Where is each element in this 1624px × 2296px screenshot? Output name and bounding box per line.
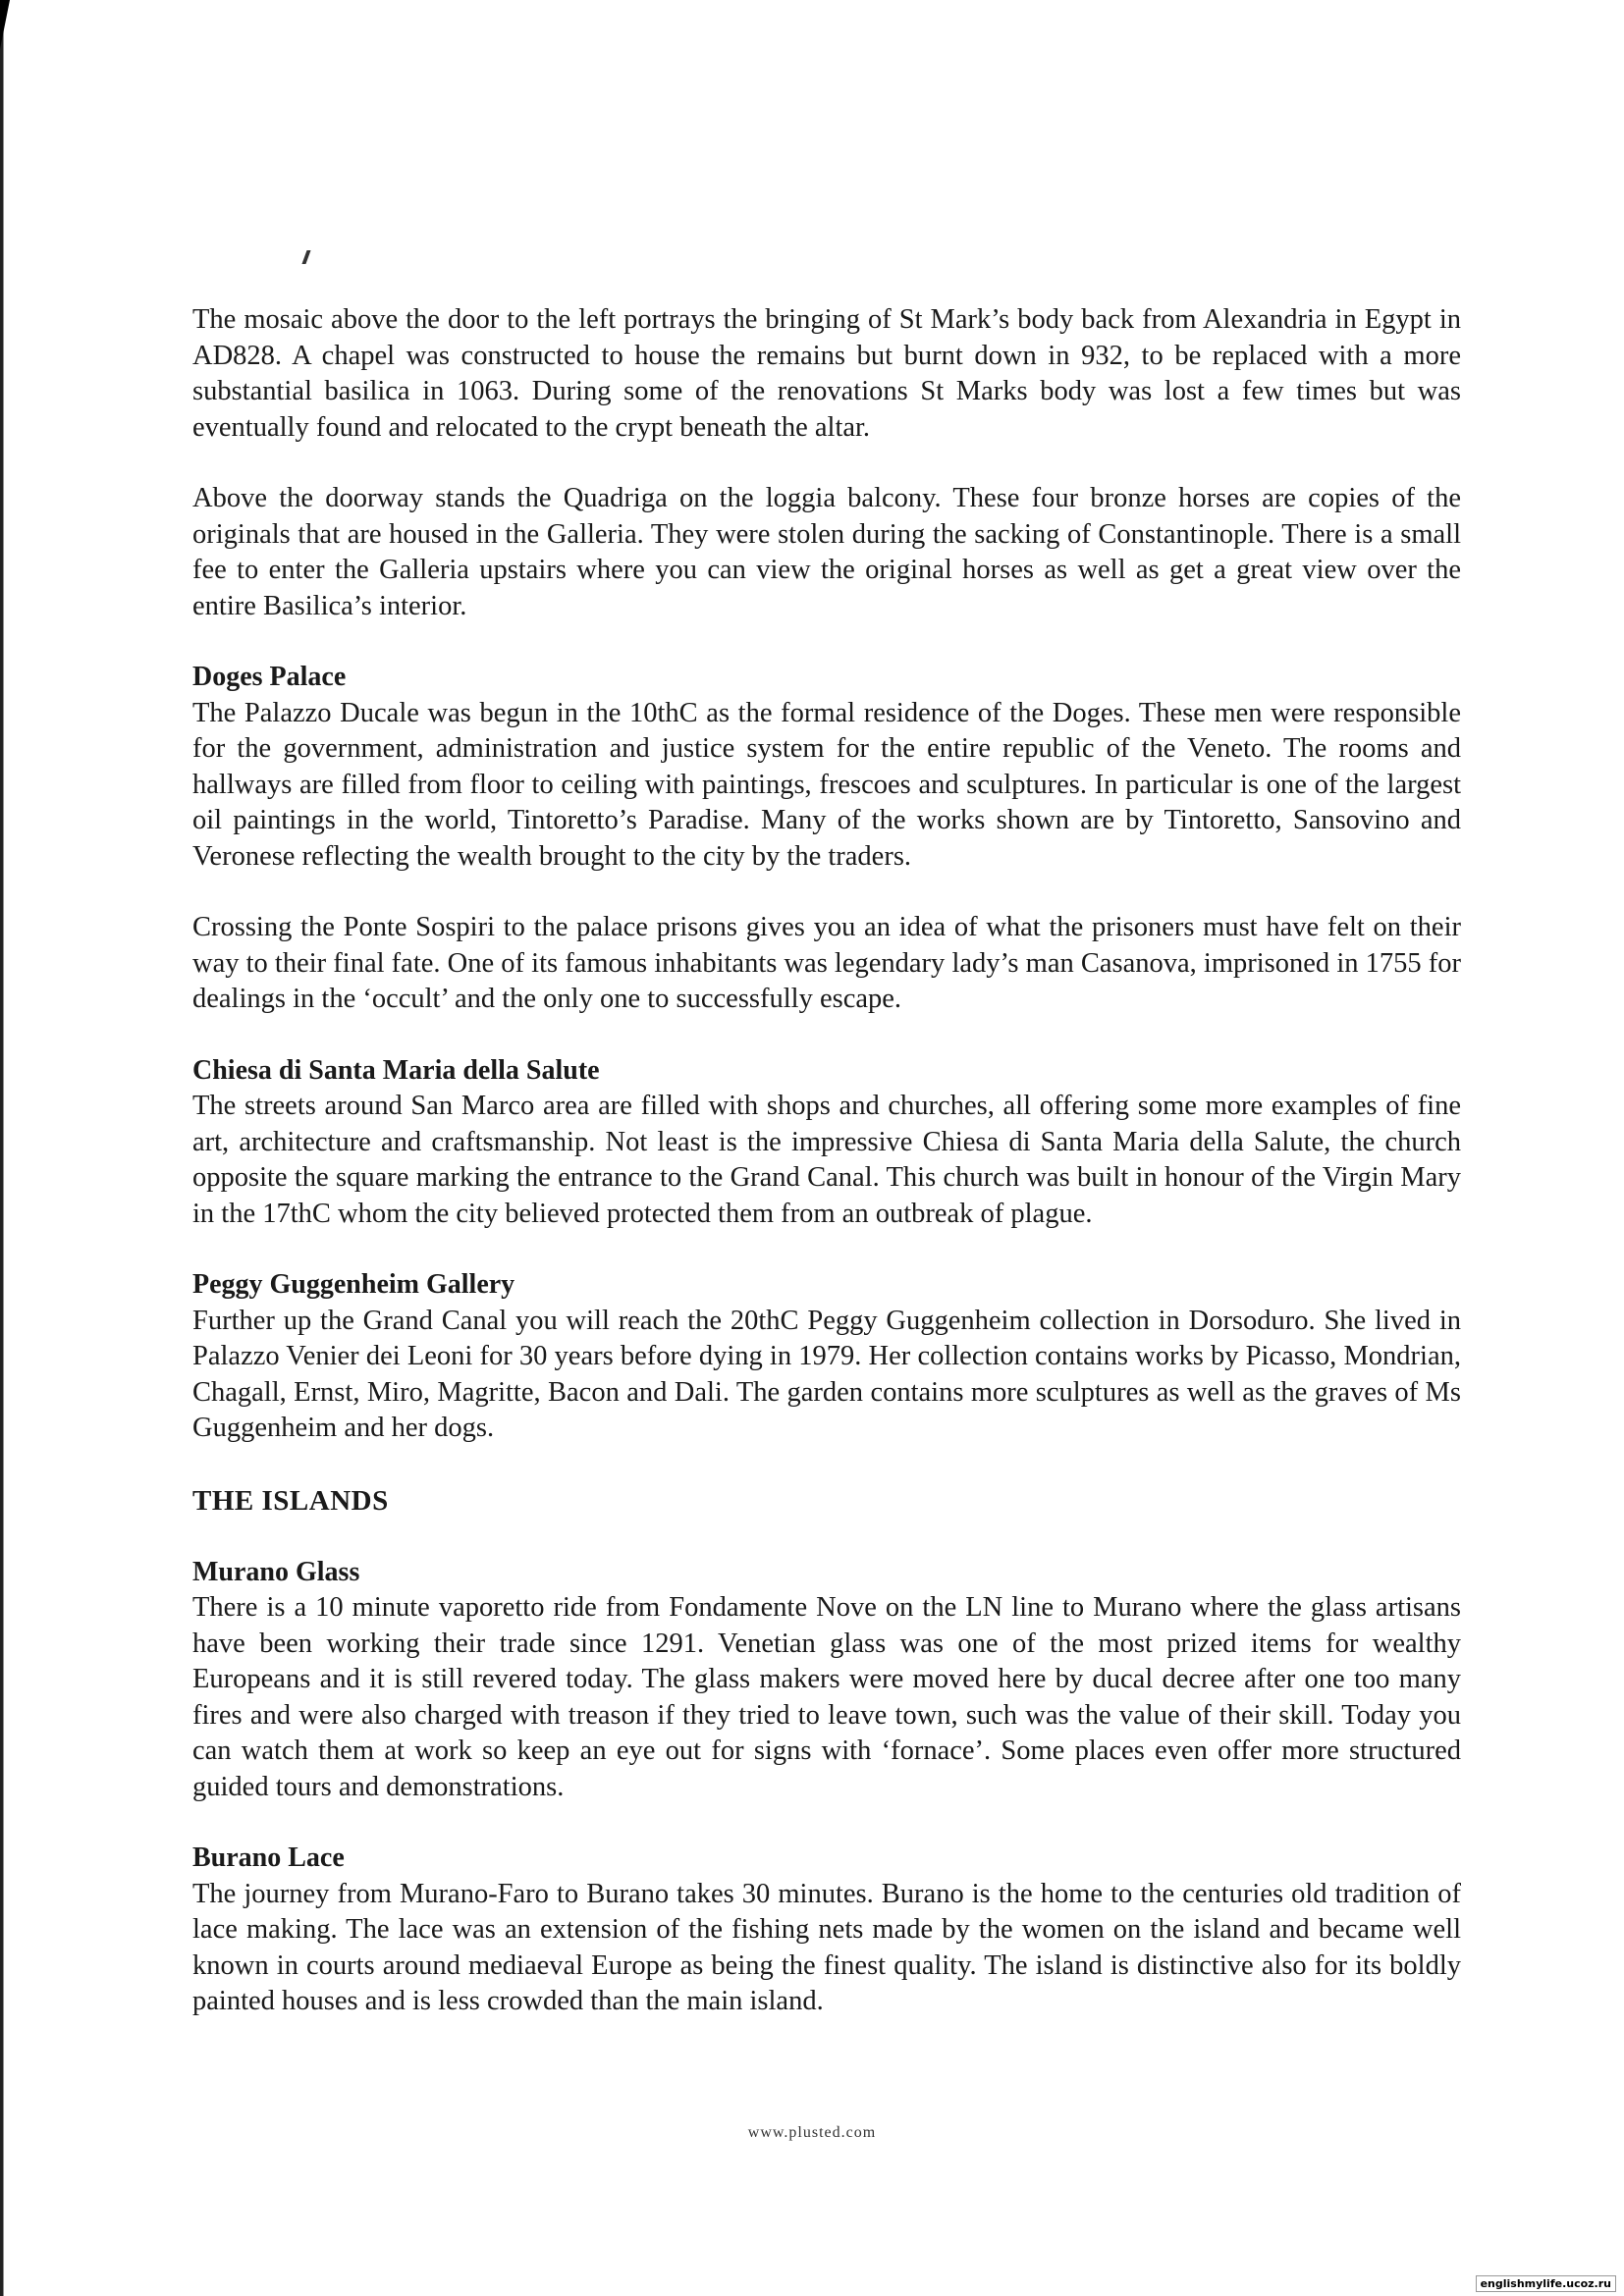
scan-edge	[0, 0, 4, 2296]
paragraph-salute: The streets around San Marco area are filled with shops and churches, all offering some more examples of fine art, architecture and craftsmanship. Not least is the impressive Chiesa di Santa Maria della Salute, the church opposite the square marking the entrance to the Grand Canal. This church was built in honour of the Virgin Mary in the 17thC whom the city believed protected them from an outbreak of plague.	[192, 1091, 1461, 1229]
paragraph-mosaic: The mosaic above the door to the left portrays the bringing of St Mark’s body back from Alexandria in Egypt in AD828. A chapel was constructed to house the remains but burnt down in 932, to be replaced with a more substantial basilica in 1063. During some of the renovations St Marks body was lost a few times but was eventually found and relocated to the crypt beneath the altar.	[192, 304, 1461, 443]
scan-corner-mark	[0, 0, 10, 49]
stray-ink-mark	[301, 250, 310, 264]
paragraph-ponte-sospiri: Crossing the Ponte Sospiri to the palace prisons gives you an idea of what the prisoners must have felt on their way to their final fate. One of its famous inhabitants was legendary lady’s man Casanova, imprisoned in 1755 for dealings in the ‘occult’ and the only one to successfully escape.	[192, 912, 1461, 1014]
heading-doges-palace: Doges Palace	[192, 662, 347, 692]
heading-burano-lace: Burano Lace	[192, 1842, 345, 1873]
watermark: englishmylife.ucoz.ru	[1476, 2275, 1616, 2292]
paragraph-quadriga: Above the doorway stands the Quadriga on the loggia balcony. These four bronze horses are copies of the originals that are housed in the Galleria. They were stolen during the sacking of Constantinople. There is a small fee to enter the Galleria upstairs where you can view the original horses as well as get a great view over the entire Basilica’s interior.	[192, 483, 1461, 621]
heading-murano-glass: Murano Glass	[192, 1556, 360, 1587]
heading-the-islands: THE ISLANDS	[192, 1484, 389, 1517]
paragraph-guggenheim: Further up the Grand Canal you will reach the 20thC Peggy Guggenheim collection in Dorsoduro. She lived in Palazzo Venier dei Leoni for 30 years before dying in 1979. Her collection contains works by Picasso, Mondrian, Chagall, Ernst, Miro, Magritte, Bacon and Dali. The garden contains more sculptures as well as the graves of Ms Guggenheim and her dogs.	[192, 1305, 1461, 1443]
heading-guggenheim: Peggy Guggenheim Gallery	[192, 1269, 515, 1300]
document-body	[192, 302, 1461, 2020]
paragraph-palazzo-ducale: The Palazzo Ducale was begun in the 10thC as the formal residence of the Doges. These men were responsible for the government, administration and justice system for the entire republic of the Veneto. The rooms and hallways are filled from floor to ceiling with paintings, frescoes and sculptures. In particular is one of the largest oil paintings in the world, Tintoretto’s Paradise. Many of the works shown are by Tintoretto, Sansovino and Veronese reflecting the wealth brought to the city by the traders.	[192, 697, 1461, 872]
footer-url: www.plusted.com	[747, 2124, 877, 2141]
paragraph-murano: There is a 10 minute vaporetto ride from Fondamente Nove on the LN line to Murano where the glass artisans have been working their trade since 1291. Venetian glass was one of the most prized items for wealthy Europeans and it is still revered today. The glass makers were moved here by ducal decree after one too many fires and were also charged with treason if they tried to leave town, such was the value of their skill. Today you can watch them at work so keep an eye out for signs with ‘fornace’. Some places even offer more structured guided tours and demonstrations.	[192, 1592, 1461, 1802]
paragraph-burano: The journey from Murano-Faro to Burano takes 30 minutes. Burano is the home to the centuries old tradition of lace making. The lace was an extension of the fishing nets made by the women on the island and became well known in courts around mediaeval Europe as being the finest quality. The island is distinctive also for its boldly painted houses and is less crowded than the main island.	[192, 1878, 1461, 2016]
heading-salute: Chiesa di Santa Maria della Salute	[192, 1054, 600, 1086]
